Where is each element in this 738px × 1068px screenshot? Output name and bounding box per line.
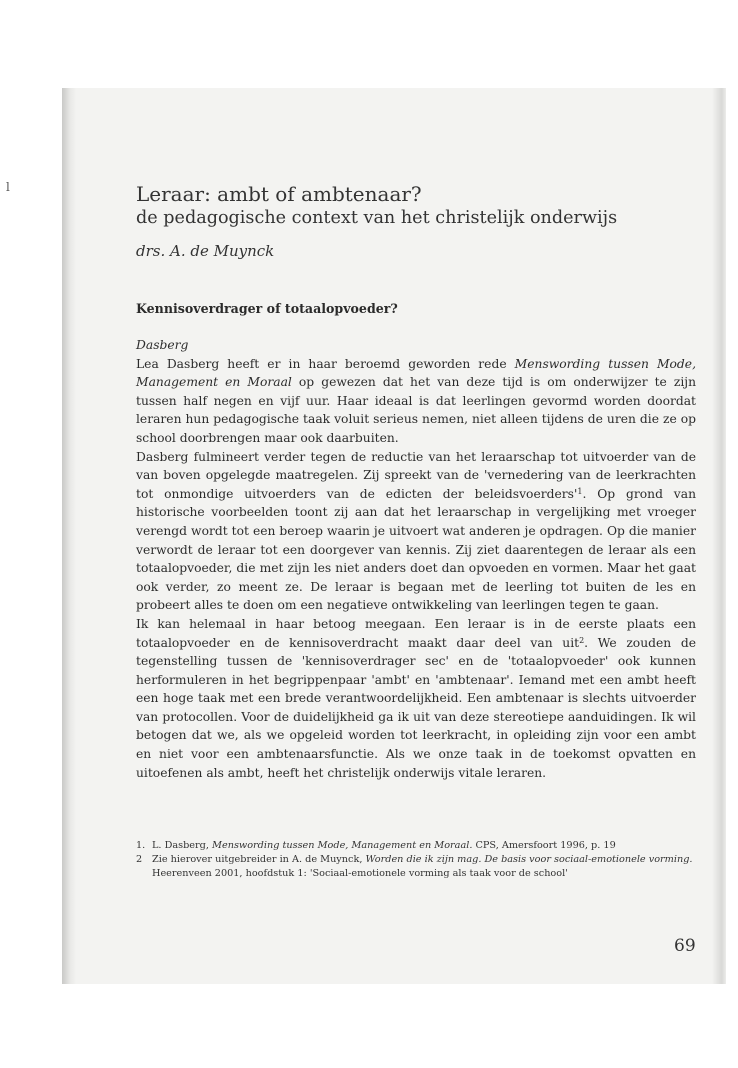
footnotes	[136, 839, 696, 881]
paragraph-1: Lea Dasberg heeft er in haar beroemd geworden rede Menswording tussen Mode, Management en Moraal op gewezen dat het van deze tijd is om onderwijzer te zijn tussen half negen en vijf uur. Haar ideaal is dat leerlingen gevormd worden doordat leraren hun pedagogische taak voluit serieus nemen, niet alleen tijdens de uren die ze op school doorbrengen maar ook daarbuiten.	[136, 356, 696, 445]
book-spine-shadow	[62, 88, 76, 984]
page-number: 69	[674, 936, 696, 956]
author-line: drs. A. de Muynck	[136, 242, 275, 260]
footnote-number: 1.	[136, 840, 146, 851]
footnote-ref-2: 2	[579, 635, 585, 645]
paragraph-2: Dasberg fulmineert verder tegen de reductie van het leraarschap tot uitvoerder van de van boven opgelegde maatregelen. Zij spreekt van de 'vernedering van de leerkrachten tot onmondige uitvoerders van de edicten der $beleidsvoerders'^1$. Op grond van historische voorbeelden toont zij aan dat het leraarschap in vergelijking met vroeger verengd wordt tot een beroep waarin je uitvoert wat anderen je opdragen. Op die manier verwordt de leraar tot een doorgever van kennis. Zij ziet daarentegen de leraar als een totaalopvoeder, die met zijn les niet anders doet dan opvoeden en vormen. Maar het gaat ook verder, zo meent ze. De leraar is begaan met de leerling tot buiten de les en probeert alles te doen om een negatieve ontwikkeling van leerlingen tegen te gaan.	[136, 449, 696, 613]
page-title: Leraar: ambt of ambtenaar?	[136, 182, 422, 206]
page-subtitle: de pedagogische context van het christelijk onderwijs	[136, 208, 618, 228]
footnote-2: 2 Zie hierover uitgebreider in A. de Muynck, Worden die ik zijn mag. De basis voor sociaal-emotionele vorming. Heerenveen 2001, hoofdstuk 1: 'Sociaal-emotionele vorming als taak voor de school'	[136, 854, 693, 879]
section-heading: Kennisoverdrager of totaalopvoeder?	[136, 301, 398, 316]
page-edge-shadow	[712, 88, 726, 984]
footnote-1: 1. L. Dasberg, Menswording tussen Mode, Management en Moraal. CPS, Amersfoort 1996, p. 19	[136, 840, 616, 851]
paragraph-3: Ik kan helemaal in haar betoog meegaan. Een leraar is in de eerste plaats een totaalopvoeder en de kennisoverdracht maakt daar deel van uit$^2$. We zouden de tegenstelling tussen de 'kennisoverdrager sec' en de 'totaalopvoeder' ook kunnen herformuleren in het begrippenpaar 'ambt' en 'ambtenaar'. Iemand met een ambt heeft een hoge taak met een brede verantwoordelijkheid. Een ambtenaar is slechts uitvoerder van protocollen. Voor de duidelijkheid ga ik uit van deze stereotiepe aanduidingen. Ik wil betogen dat we, als we opgeleid worden tot leerkracht, in opleiding zijn voor een ambt en niet voor een ambtenaarsfunctie. Als we onze taak in de toekomst opvatten en uitoefenen als ambt, heeft het christelijk onderwijs vitale leraren.	[136, 616, 696, 780]
margin-mark: l	[6, 180, 10, 194]
footnote-ref-1: 1	[577, 486, 583, 496]
body-text	[136, 336, 696, 782]
body-subheading: Dasberg	[136, 338, 189, 352]
footnote-number: 2	[136, 854, 143, 865]
